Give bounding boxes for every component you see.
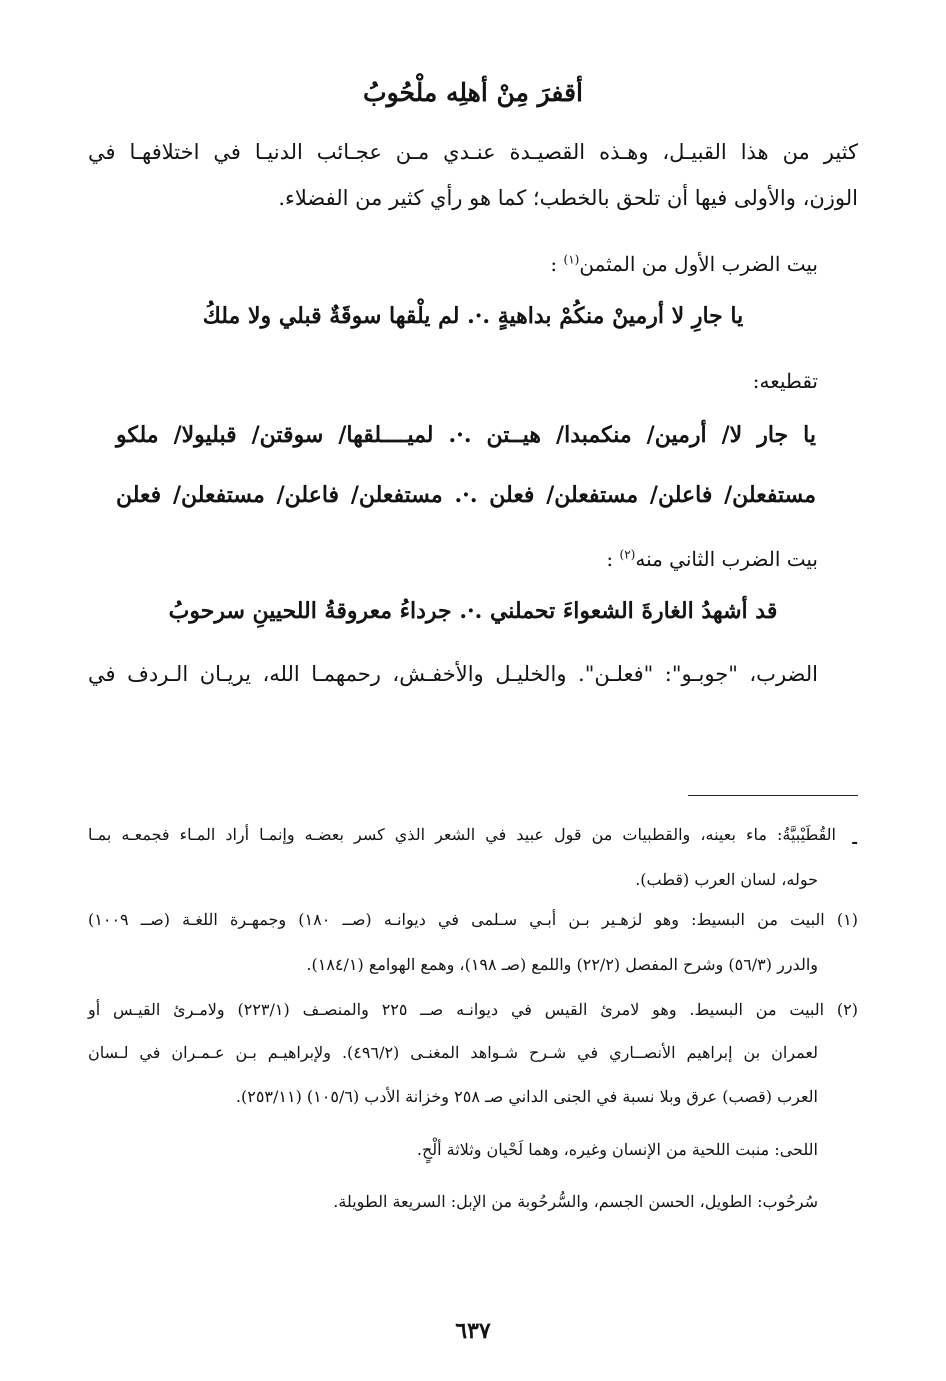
label-scansion: تقطيعه: (752, 369, 818, 393)
footnote-ref-1: (١) (563, 252, 580, 267)
paragraph-line-3: الضرب، "جوبـو": "فعلـن". والخليـل والأخفـش، رحمهمـا الله، يريـان الـردف في (88, 662, 818, 686)
footnote-1-line-2: والدرر (٥٦/٣) وشرح المفصل (٢٢/٢) واللمع (صـ ١٩٨)، وهمع الهوامع (١٨٤/١). (306, 955, 818, 974)
footnote-0-line-2: حوله، لسان العرب (قطب). (635, 870, 818, 889)
verse-2: قد أشهدُ الغارةَ الشعواءَ تحملني .·. جرداءُ معروقةُ اللحيينِ سرحوبُ (168, 598, 778, 624)
footnote-3: اللحى: منبت اللحية من الإنسان وغيره، وهما لَحْيان وثلاثة ألْحٍ. (416, 1140, 818, 1159)
paragraph-line-1: كثير من هذا القبيـل، وهـذه القصيـدة عنـدي مـن عجـائب الدنيـا في اختلافهـا في (88, 140, 858, 164)
footnote-ref-2: (٢) (619, 547, 636, 562)
footnote-separator (688, 795, 858, 796)
footnote-dash: - (851, 832, 858, 851)
page-title: أقفرَ مِنْ أهلِه ملْحُوبُ (363, 78, 583, 107)
label-second-meter-text: بيت الضرب الثاني منه (635, 547, 818, 571)
footnote-2-line-2: لعمران بن إبراهيم الأنصــاري في شـرح شـواهد المغنـى (٤٩٦/٢). ولإبراهيـم بـن عـمـران في لـسان (88, 1043, 818, 1062)
verse-scansion: يا جار لا/ أرمين/ منكمبدا/ هيــتن .·. لميــــلقها/ سوقتن/ قبليولا/ ملكو (116, 422, 816, 448)
page-number: ٦٣٧ (455, 1318, 491, 1344)
footnote-2-line-1: (٢) البيت من البسيط. وهو لامرئ القيس في ديوانـه صــ ٢٢٥ والمنصـف (٢٢٣/١) ولامـرئ القيـس أو (88, 1000, 858, 1019)
footnote-1-line-1: (١) البيت من البسيط: وهو لزهـير بـن أبـي سـلمى في ديوانـه (صــ ١٨٠) وجمهـرة اللغـة (صــ ١٠٠٩) (88, 910, 858, 929)
label-first-meter: بيت الضرب الأول من المثمن$^{(١)}$ : (550, 252, 818, 276)
footnote-4: سُرحُوب: الطويل، الحسن الجسم، والسُّرحُوبة من الإبل: السريعة الطويلة. (333, 1192, 818, 1211)
verse-meter-feet: مستفعلن/ فاعلن/ مستفعلن/ فعلن .·. مستفعلن/ فاعلن/ مستفعلن/ فعلن (116, 482, 816, 508)
footnote-2-line-3: العرب (قصب) عرق وبلا نسبة في الجنى الداني صـ ٢٥٨ وخزانة الأدب (١٠٥/٦) (٢٥٣/١١). (235, 1087, 818, 1106)
label-first-meter-text: بيت الضرب الأول من المثمن (579, 252, 818, 276)
label-second-meter: بيت الضرب الثاني منه$^{(٢)}$ : (606, 547, 818, 571)
footnote-0-line-1: القُطَيْبيَّةُ: ماء بعينه، والقطبيات من قول عبيد في الشعر الذي كسر بعضـه وإنمـا أراد المـاء فجمعـه بمـا (88, 825, 836, 844)
verse-1: يا جارِ لا أرمينْ منكُمْ بداهيةٍ .·. لم يلْقها سوقَةٌ قبلي ولا ملكُ (202, 303, 744, 329)
paragraph-line-2: الوزن، والأولى فيها أن تلحق بالخطب؛ كما هو رأي كثير من الفضلاء. (278, 186, 858, 210)
